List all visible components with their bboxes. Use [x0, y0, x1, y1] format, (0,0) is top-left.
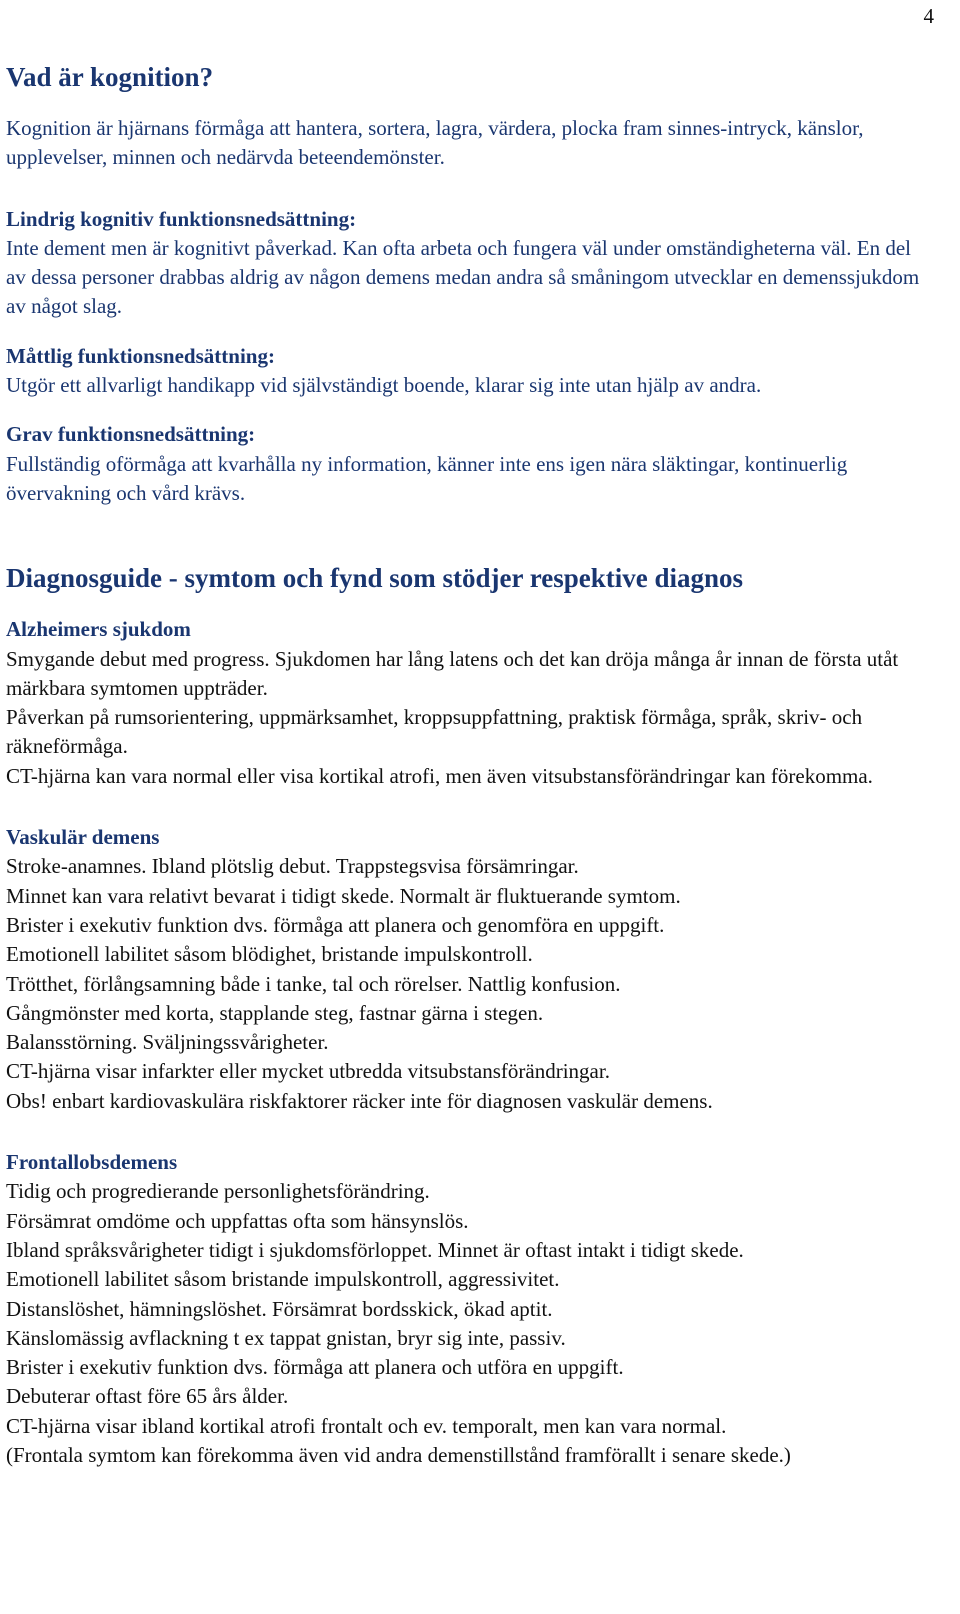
level-heading: Grav funktionsnedsättning: — [6, 422, 256, 447]
diagnosis-frontotemporal — [6, 1148, 936, 1470]
section-title-diagnosis-guide: Diagnosguide - symtom och fynd som stödjer respektive diagnos — [6, 563, 744, 594]
cognition-level-moderate — [6, 342, 936, 401]
symptom-line: Debuterar oftast före 65 års ålder. — [6, 1384, 289, 1409]
section-title-cognition: Vad är kognition? — [6, 62, 214, 92]
symptom-line: Känslomässig avflackning t ex tappat gnistan, bryr sig inte, passiv. — [6, 1325, 566, 1350]
symptom-line: CT-hjärna visar infarkter eller mycket utbredda vitsubstansförändringar. — [6, 1059, 610, 1084]
symptom-line: Trötthet, förlångsamning både i tanke, tal och rörelser. Nattlig konfusion. — [6, 971, 621, 996]
symptom-line: Minnet kan vara relativt bevarat i tidigt skede. Normalt är fluktuerande symtom. — [6, 883, 681, 908]
symptom-line: Distanslöshet, hämningslöshet. Försämrat bordsskick, ökad aptit. — [6, 1296, 553, 1321]
symptom-line: Brister i exekutiv funktion dvs. förmåga att planera och genomföra en uppgift. — [6, 912, 665, 937]
symptom-line: Stroke-anamnes. Ibland plötslig debut. Trappstegsvisa försämringar. — [6, 854, 579, 879]
symptom-line: Emotionell labilitet såsom bristande impulskontroll, aggressivitet. — [6, 1267, 560, 1292]
symptom-line: (Frontala symtom kan förekomma även vid andra demenstillstånd framförallt i senare skede.) — [6, 1442, 791, 1467]
symptom-line: CT-hjärna visar ibland kortikal atrofi frontalt och ev. temporalt, men kan vara normal. — [6, 1413, 727, 1438]
symptom-line: Tidig och progredierande personlighetsförändring. — [6, 1179, 430, 1204]
document-body — [6, 60, 936, 1470]
symptom-line: Emotionell labilitet såsom blödighet, bristande impulskontroll. — [6, 942, 533, 967]
symptom-line: CT-hjärna kan vara normal eller visa kortikal atrofi, men även vitsubstansförändringar kan förekomma. — [6, 763, 873, 788]
cognition-level-mild — [6, 205, 936, 322]
level-text: Inte dement men är kognitivt påverkad. Kan ofta arbeta och fungera väl under omständigheterna väl. En del av dessa personer drabbas aldrig av någon demens medan andra så småningom utvecklar en demenssjukdom av något slag. — [6, 235, 920, 319]
level-heading: Lindrig kognitiv funktionsnedsättning: — [6, 206, 357, 231]
level-text: Fullständig oförmåga att kvarhålla ny information, känner inte ens igen nära släktingar, kontinuerlig övervakning och vård krävs. — [6, 451, 848, 505]
symptom-line: Gångmönster med korta, stapplande steg, fastnar gärna i stegen. — [6, 1000, 544, 1025]
diagnosis-vascular — [6, 823, 936, 1116]
level-text: Utgör ett allvarligt handikapp vid självständigt boende, klarar sig inte utan hjälp av andra. — [6, 373, 762, 398]
symptom-line: Smygande debut med progress. Sjukdomen har lång latens och det kan dröja många år innan de första utåt märkbara symtomen uppträder. — [6, 646, 899, 700]
diagnosis-heading: Alzheimers sjukdom — [6, 617, 191, 642]
page-number: 4 — [923, 4, 934, 28]
symptom-line: Brister i exekutiv funktion dvs. förmåga att planera och utföra en uppgift. — [6, 1355, 624, 1380]
symptom-line: Ibland språksvårigheter tidigt i sjukdomsförloppet. Minnet är oftast intakt i tidigt skede. — [6, 1237, 744, 1262]
symptom-line: Påverkan på rumsorientering, uppmärksamhet, kroppsuppfattning, praktisk förmåga, språk, skriv- och räkneförmåga. — [6, 705, 863, 759]
symptom-line: Balansstörning. Sväljningssvårigheter. — [6, 1030, 329, 1055]
diagnosis-alzheimers — [6, 615, 936, 791]
cognition-level-severe — [6, 420, 936, 508]
cognition-intro: Kognition är hjärnans förmåga att hantera, sortera, lagra, värdera, plocka fram sinnes-intryck, känslor, upplevelser, minnen och nedärvda beteendemönster. — [6, 116, 864, 170]
diagnosis-heading: Frontallobsdemens — [6, 1150, 178, 1175]
symptom-line: Obs! enbart kardiovaskulära riskfaktorer räcker inte för diagnosen vaskulär demens. — [6, 1088, 713, 1113]
diagnosis-heading: Vaskulär demens — [6, 825, 160, 850]
symptom-line: Försämrat omdöme och uppfattas ofta som hänsynslös. — [6, 1208, 469, 1233]
level-heading: Måttlig funktionsnedsättning: — [6, 343, 275, 368]
